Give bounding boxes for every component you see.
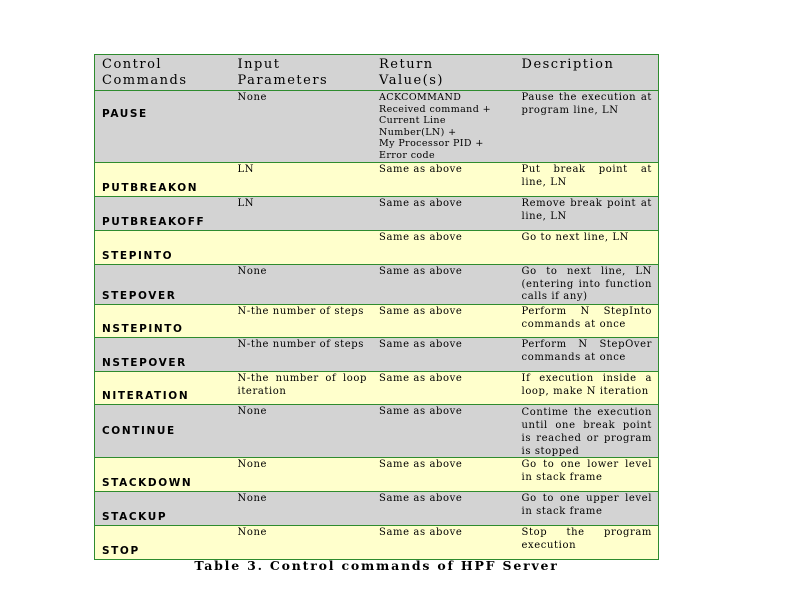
table-row-niteration	[95, 372, 658, 405]
table-row-stop	[95, 526, 658, 559]
header-description: Description	[521, 57, 615, 72]
command-name: STOP	[102, 544, 140, 557]
command-name: NSTEPOVER	[102, 356, 187, 369]
description-cell: If execution inside a loop, make N iteration	[521, 373, 653, 397]
input-cell	[232, 231, 374, 264]
input-cell: N-the number of loop iteration	[237, 373, 368, 397]
header-control-commands: Control Commands	[102, 57, 188, 88]
command-name: CONTINUE	[102, 425, 176, 437]
description-cell: Perform N StepOver commands at once	[521, 339, 653, 363]
description-cell: Perform N StepInto commands at once	[521, 306, 653, 330]
control-commands-table	[94, 54, 659, 560]
input-cell: LN	[237, 164, 255, 175]
description-cell: Remove break point at line, LN	[521, 198, 653, 222]
command-name: PAUSE	[102, 108, 148, 120]
description-cell: Contime the execution until one break point is reached or program is stopped	[521, 407, 653, 457]
table-row-stackdown	[95, 458, 658, 492]
table-row-stepinto	[95, 231, 658, 265]
description-cell: Go to next line, LN	[521, 232, 630, 243]
table-row-pause	[95, 91, 658, 163]
table-header-row	[95, 55, 658, 91]
return-cell: Same as above	[379, 339, 463, 350]
return-cell: Same as above	[379, 493, 463, 504]
input-cell: None	[237, 266, 268, 277]
return-cell: Same as above	[379, 527, 463, 538]
return-cell: Same as above	[379, 266, 463, 277]
input-cell: None	[237, 527, 268, 538]
description-cell: Put break point at line, LN	[521, 164, 653, 188]
header-return-values: Return Value(s)	[379, 57, 444, 88]
return-cell: Same as above	[379, 232, 463, 243]
command-name: STEPOVER	[102, 289, 177, 302]
table-row-stepover	[95, 265, 658, 305]
description-cell: Pause the execution at program line, LN	[521, 92, 653, 116]
description-cell: Go to one upper level in stack frame	[521, 493, 653, 517]
description-cell: Go to one lower level in stack frame	[521, 459, 653, 483]
command-name: PUTBREAKON	[102, 181, 199, 194]
input-cell: None	[237, 406, 268, 417]
return-cell: Same as above	[379, 373, 463, 384]
input-cell: N-the number of steps	[237, 339, 364, 350]
return-cell: Same as above	[379, 306, 463, 317]
return-cell: Same as above	[379, 406, 463, 417]
table-caption: Table 3. Control commands of HPF Server	[194, 558, 559, 573]
return-cell: Same as above	[379, 164, 463, 175]
header-input-parameters: Input Parameters	[237, 57, 329, 88]
input-cell: None	[237, 459, 268, 470]
command-name: STACKDOWN	[102, 476, 193, 489]
table-row-putbreakoff	[95, 197, 658, 231]
table-row-stackup	[95, 492, 658, 526]
input-cell: N-the number of steps	[237, 306, 364, 317]
description-cell: Stop the program execution	[521, 527, 653, 551]
input-cell: None	[237, 493, 268, 504]
command-name: NSTEPINTO	[102, 322, 184, 335]
return-cell: ACKCOMMAND Received command + Current Line Number(LN) + My Processor PID + Error code	[379, 92, 491, 161]
description-cell: Go to next line, LN (entering into function calls if any)	[521, 266, 653, 302]
table-row-nstepinto	[95, 305, 658, 338]
return-cell: Same as above	[379, 459, 463, 470]
command-name: STEPINTO	[102, 249, 174, 262]
return-cell: Same as above	[379, 198, 463, 209]
table-row-continue	[95, 405, 658, 458]
table-row-putbreakon	[95, 163, 658, 197]
input-cell: None	[237, 92, 268, 103]
input-cell: LN	[237, 198, 255, 209]
command-name: NITERATION	[102, 389, 190, 402]
command-name: PUTBREAKOFF	[102, 215, 206, 228]
table-row-nstepover	[95, 338, 658, 372]
command-name: STACKUP	[102, 510, 168, 523]
